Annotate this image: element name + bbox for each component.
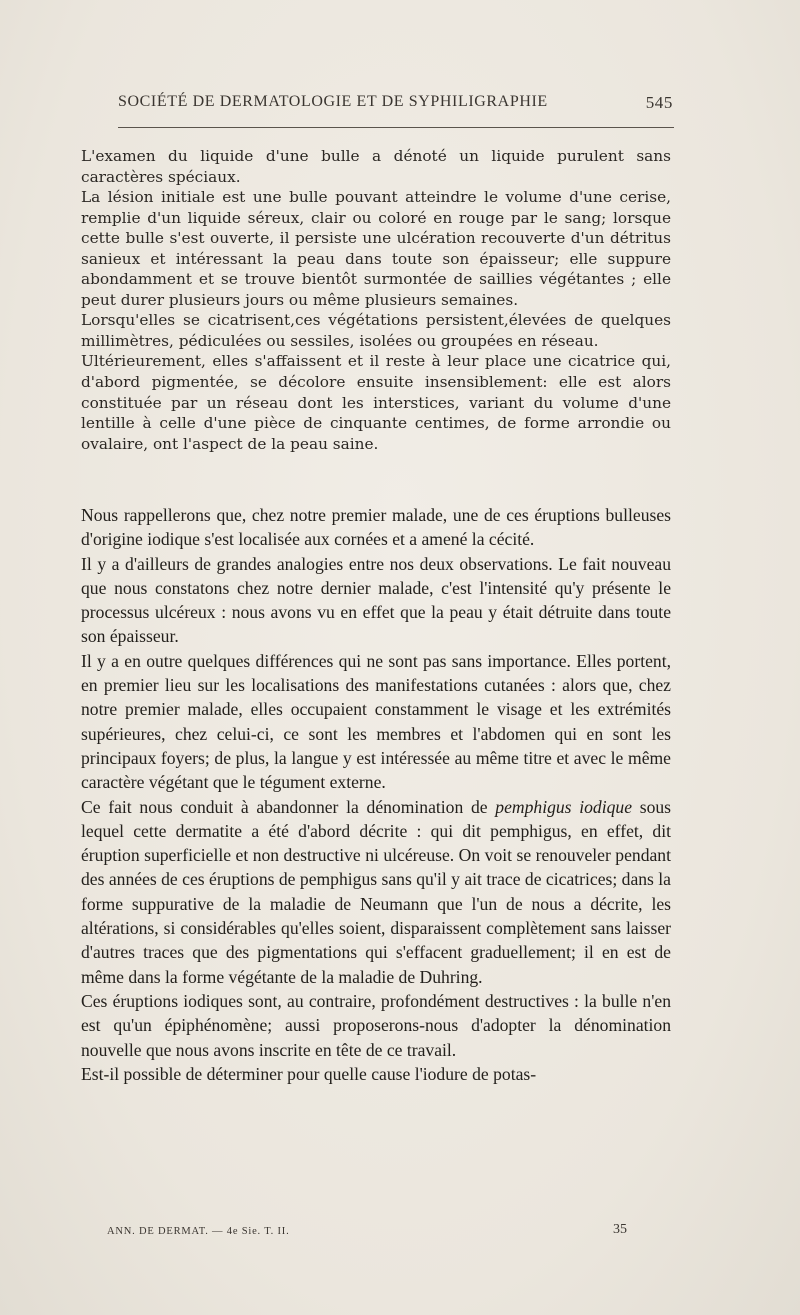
page-footer	[107, 1222, 627, 1240]
paragraph: Lorsqu'elles se cicatrisent,ces végétations persistent,élevées de quelques millimètres, pédiculées ou sessiles, isolées ou groupées en réseau.	[81, 311, 671, 350]
main-text-section	[81, 503, 671, 1086]
running-header	[118, 93, 673, 113]
text-run: sous lequel cette dermatite a été d'abord décrite : qui dit pemphigus, en effet, dit éruption superficielle et non destructive ni ulcéreuse. On voit se renouveler pendant des années de ces éruptions de pemphigus sans qu'il y ait trace de cicatrices; dans la forme suppurative de la maladie de Neumann que l'un de nous a décrite, les altérations, si considérables qu'elles soient, disparaissent complètement sans laisser d'autres traces que des pigmentations qui s'effacent graduellement; il en est de même dans la forme végétante de la maladie de Duhring.	[81, 796, 672, 987]
paragraph: Est-il possible de déterminer pour quelle cause l'iodure de potas-	[81, 1063, 537, 1084]
paragraph: La lésion initiale est une bulle pouvant atteindre le volume d'une cerise, remplie d'un liquide séreux, clair ou coloré en rouge par le sang; lorsque cette bulle s'est ouverte, il persiste une ulcération recouverte d'un détritus sanieux et intéressant la peau dans toute son épaisseur; elle suppure abondamment et se trouve bientôt surmontée de saillies végétantes ; elle peut durer plusieurs jours ou même plusieurs semaines.	[81, 188, 671, 309]
paragraph: Nous rappellerons que, chez notre premier malade, une de ces éruptions bulleuses d'origine iodique s'est localisée aux cornées et a amené la cécité.	[81, 505, 671, 550]
paragraph: Ultérieurement, elles s'affaissent et il reste à leur place une cicatrice qui, d'abord pigmentée, se décolore ensuite insensiblement: elle est alors constituée par un réseau dont les interstices, variant du volume d'une lentille à celle d'une pièce de cinquante centimes, de forme arrondie ou ovalaire, ont l'aspect de la peau saine.	[81, 352, 671, 453]
page-number: 545	[645, 93, 673, 112]
signature-mark: 35	[613, 1222, 627, 1237]
running-title: SOCIÉTÉ DE DERMATOLOGIE ET DE SYPHILIGRAPHIE	[118, 93, 548, 110]
journal-citation: ANN. DE DERMAT. — 4e Sie. T. II.	[107, 1226, 290, 1237]
small-print-section	[81, 146, 671, 454]
paragraph: Il y a en outre quelques différences qui ne sont pas sans importance. Elles portent, en premier lieu sur les localisations des manifestations cutanées : alors que, chez notre premier malade, elles occupaient constamment le visage et les extrémités supérieures, chez celui-ci, ce sont les membres et l'abdomen qui en sont les principaux foyers; de plus, la langue y est intéressée au même titre et avec le même caractère végétant que le tégument externe.	[81, 650, 671, 793]
paragraph	[81, 795, 671, 989]
italic-term: pemphigus iodique	[495, 796, 633, 817]
header-rule	[118, 127, 674, 128]
paragraph: Il y a d'ailleurs de grandes analogies entre nos deux observations. Le fait nouveau que nous constatons chez notre dernier malade, c'est l'intensité qu'y présente le processus ulcéreux : nous avons vu en effet que la peau y était détruite dans toute son épaisseur.	[81, 553, 671, 647]
paragraph: Ces éruptions iodiques sont, au contraire, profondément destructives : la bulle n'en est qu'un épiphénomène; aussi proposerons-nous d'adopter la dénomination nouvelle que nous avons inscrite en tête de ce travail.	[81, 990, 671, 1060]
paragraph: L'examen du liquide d'une bulle a dénoté un liquide purulent sans caractères spéciaux.	[81, 147, 671, 186]
text-run: Ce fait nous conduit à abandonner la dénomination de	[81, 796, 496, 817]
